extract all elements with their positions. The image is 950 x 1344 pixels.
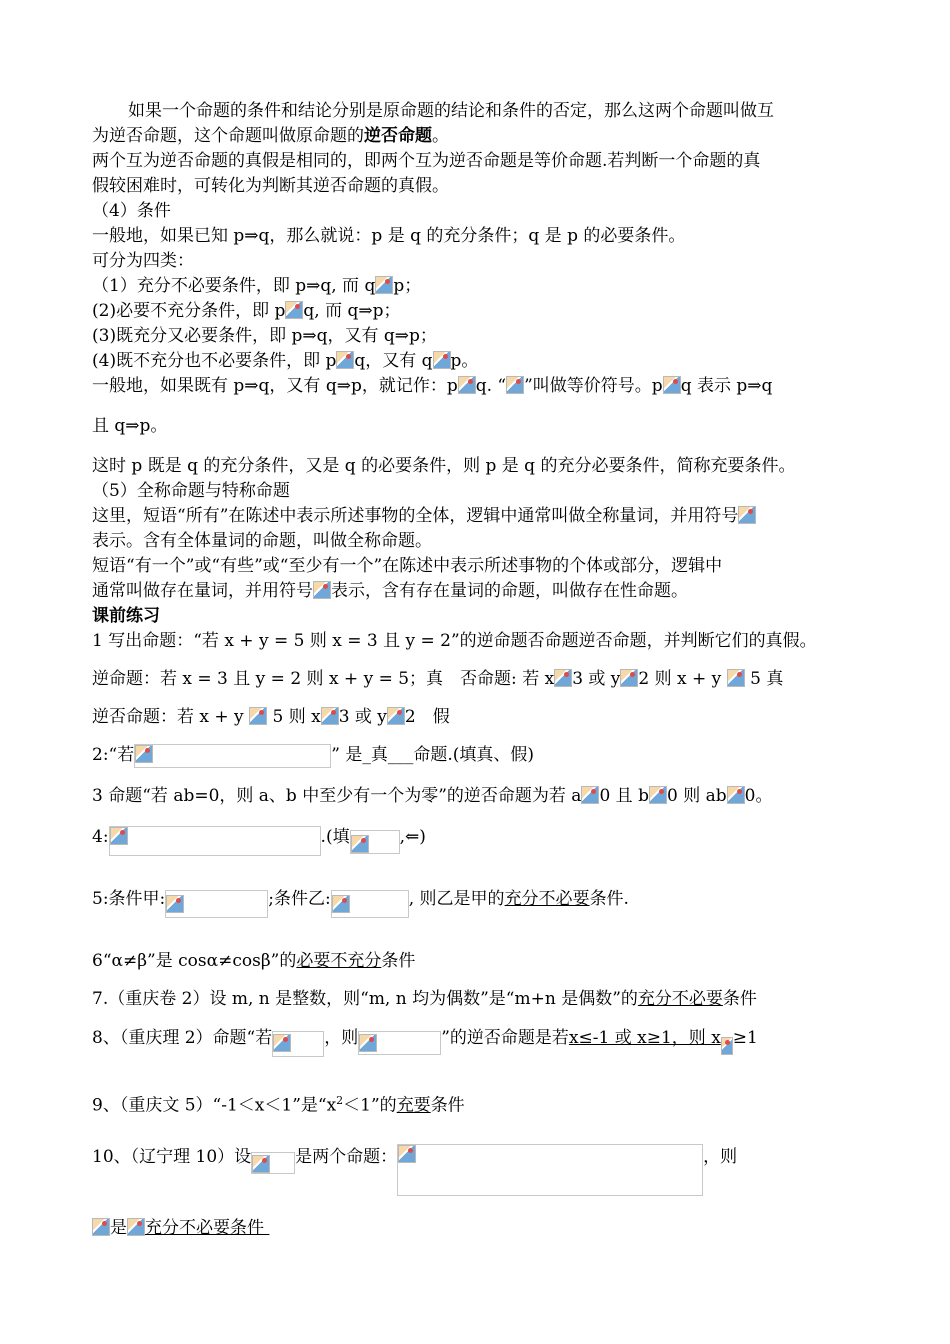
question-10: [92, 1144, 737, 1196]
q1-contra-b: 5 则 x: [272, 707, 321, 727]
question-1-contrapositive: [92, 706, 450, 728]
cond-case2-tail: q, 而 q⇒p；: [303, 301, 401, 321]
q5-answer: 充分不必要: [504, 889, 590, 909]
formula-image-icon: [554, 669, 572, 687]
question-5: [92, 888, 629, 918]
q10-text-d: 是: [110, 1218, 127, 1238]
formula-image-icon: [581, 786, 599, 804]
para1-line3: 两个互为逆否命题的真假是相同的，即两个互为逆否命题是等价命题.若判断一个命题的真: [92, 151, 761, 171]
formula-image-frame: [397, 1144, 703, 1196]
section-4-heading: （4）条件: [92, 201, 171, 221]
q7-text-c: 条件: [722, 989, 757, 1009]
formula-image-frame: [331, 890, 409, 918]
exercise-heading: 课前练习: [92, 606, 160, 626]
para1-line1: 如果一个命题的条件和结论分别是原命题的结论和条件的否定，那么这两个命题叫做互: [128, 101, 774, 121]
para1-line2-text: 为逆否命题，这个命题叫做原命题的: [92, 126, 364, 146]
formula-image-frame: [251, 1152, 295, 1174]
q8-text-b: ，则: [324, 1028, 359, 1048]
formula-image-icon: [351, 835, 369, 853]
q9-superscript: 2: [336, 1094, 344, 1107]
formula-image-icon: [359, 1034, 377, 1052]
formula-image-icon: [387, 707, 405, 725]
para1-line4: 假较困难时，可转化为判断其逆否命题的真假。: [92, 176, 449, 196]
q1-contra-d: 2 假: [404, 707, 450, 727]
question-2: [92, 744, 534, 768]
formula-image-frame: [350, 830, 400, 854]
formula-image-icon: [249, 707, 267, 725]
cond-line1: 一般地，如果已知 p⇒q，那么就说：p 是 q 的充分条件；q 是 p 的必要条件。: [92, 226, 686, 246]
equiv-text-c: ”叫做等价符号。p: [524, 376, 663, 396]
q2-text-b: ” 是_真___命题.(填真、假): [331, 745, 534, 765]
q3-text-d: 0。: [744, 786, 773, 806]
q9-text-e: 条件: [430, 1095, 465, 1116]
q3-text-a: 3 命题“若 ab=0，则 a、b 中至少有一个为零”的逆否命题为若 a: [92, 786, 582, 806]
q7-answer: 充分不必要: [637, 989, 723, 1009]
formula-image-frame: [134, 744, 331, 768]
q9-text-c: ＜1”的: [343, 1095, 397, 1116]
q6-text-c: 条件: [381, 951, 416, 971]
q8-answer: x≤-1 或 x≥1，则 x: [568, 1028, 721, 1048]
formula-image-frame: [358, 1031, 441, 1055]
formula-image-icon: [336, 351, 354, 369]
equiv-line2: 且 q⇒p。: [92, 416, 168, 436]
q8-text-e: ≥1: [732, 1028, 758, 1048]
quant-line2: 表示。含有全体量词的命题，叫做全称命题。: [92, 531, 432, 551]
q1-inverse-text: 否命题: 若 x: [460, 669, 555, 689]
q10-text-a: 10、（辽宁理 10）设: [92, 1147, 252, 1167]
quant-line4: [92, 580, 688, 602]
formula-image-icon: [135, 745, 153, 763]
formula-image-icon: [321, 707, 339, 725]
cond-case4: [92, 350, 478, 372]
cond-case4-mid: q，又有 q: [354, 351, 433, 371]
formula-image-icon: [375, 276, 393, 294]
formula-image-icon: [433, 351, 451, 369]
q8-text-c: ”的逆否命题是若: [441, 1028, 569, 1048]
quant-line1-text: 这里，短语“所有”在陈述中表示所述事物的全体，逻辑中通常叫做全称量词，并用符号: [92, 506, 739, 526]
formula-image-frame: [165, 890, 268, 918]
formula-image-icon: [332, 895, 350, 913]
cond-case2: [92, 300, 400, 322]
formula-image-icon: [727, 669, 745, 687]
quant-line4-text: 通常叫做存在量词，并用符号: [92, 581, 313, 601]
q8-text-a: 8、（重庆理 2）命题“若: [92, 1028, 273, 1048]
q5-text-e: 条件.: [589, 889, 629, 909]
formula-image-icon: [398, 1145, 416, 1163]
q3-text-b: 0 且 b: [599, 786, 649, 806]
equiv-text-d: q 表示 p⇒q: [680, 376, 773, 396]
question-3: [92, 785, 772, 807]
question-4: [92, 826, 426, 856]
formula-image-icon: [458, 376, 476, 394]
equiv-text-a: 一般地，如果既有 p⇒q，又有 q⇒p，就记作：p: [92, 376, 458, 396]
cond-case4-tail: p。: [450, 351, 479, 371]
equiv-line1: [92, 375, 772, 397]
cond-case3: (3)既充分又必要条件，即 p⇒q，又有 q⇒p；: [92, 326, 437, 346]
formula-image-icon: [721, 1037, 733, 1055]
cond-case4-text: (4)既不充分也不必要条件，即 p: [92, 351, 337, 371]
formula-image-icon: [620, 669, 638, 687]
formula-image-icon: [252, 1155, 270, 1173]
question-1-converse: [92, 668, 783, 690]
q10-answer: 充分不必要条件: [145, 1218, 264, 1238]
quant-line3: 短语“有一个”或“有些”或“至少有一个”在陈述中表示所述事物的个体或部分，逻辑中: [92, 556, 723, 576]
question-7: [92, 988, 757, 1010]
q6-answer: 必要不充分: [296, 951, 382, 971]
cond-case1-tail: p；: [393, 276, 422, 296]
q9-answer: 充要: [396, 1095, 431, 1116]
question-1: 1 写出命题：“若 x + y = 5 则 x = 3 且 y = 2”的逆命题否命题逆否命题，并判断它们的真假。: [92, 631, 817, 651]
q1-contra-c: 3 或 y: [338, 707, 387, 727]
cond-case1-text: （1）充分不必要条件，即 p⇒q, 而 q: [92, 276, 376, 296]
quant-line1: [92, 505, 756, 527]
q1-inverse-b: 3 或 y: [572, 669, 621, 689]
q4-text-c: ,⇐): [399, 827, 426, 847]
q9-text-a: 9、（重庆文 5）“-1＜x＜1”是“x: [92, 1095, 337, 1116]
q5-text-c: , 则乙是甲的: [408, 889, 505, 909]
quant-line4-tail: 表示，含有存在量词的命题，叫做存在性命题。: [331, 581, 688, 601]
question-10-answer: [92, 1217, 269, 1239]
q1-inverse-c: 2 则 x + y: [638, 669, 722, 689]
cond-line2: 可分为四类：: [92, 251, 194, 271]
q3-text-c: 0 则 ab: [666, 786, 727, 806]
formula-image-icon: [649, 786, 667, 804]
cond-case2-text: (2)必要不充分条件，即 p: [92, 301, 286, 321]
formula-image-icon: [110, 827, 128, 845]
period: 。: [432, 126, 449, 146]
q1-contra-text: 逆否命题：若 x + y: [92, 707, 244, 727]
q5-text-b: ;条件乙:: [268, 889, 331, 909]
question-8: [92, 1027, 758, 1057]
term-contrapositive: 逆否命题: [364, 126, 432, 146]
formula-image-frame: [109, 826, 321, 856]
q4-text-b: .(填: [320, 827, 350, 847]
formula-image-icon: [285, 301, 303, 319]
q7-text-a: 7.（重庆卷 2）设 m, n 是整数，则“m, n 均为偶数”是“m+n 是偶数”的: [92, 989, 638, 1009]
q1-converse-text: 逆命题：若 x = 3 且 y = 2 则 x + y = 5；真: [92, 669, 444, 689]
formula-image-frame: [272, 1031, 324, 1057]
formula-image-icon: [506, 376, 524, 394]
formula-image-icon: [313, 581, 331, 599]
equiv-text-b: q. “: [475, 376, 507, 396]
q6-text-a: 6“α≠β”是 cosα≠cosβ”的: [92, 951, 297, 971]
formula-image-icon: [663, 376, 681, 394]
q4-text-a: 4:: [92, 827, 109, 847]
para1-line2: [92, 125, 449, 147]
formula-image-icon: [273, 1034, 291, 1052]
formula-image-icon: [127, 1218, 145, 1236]
formula-image-icon: [92, 1218, 110, 1236]
q10-text-c: ，则: [703, 1147, 738, 1167]
q2-text-a: 2:“若: [92, 745, 135, 765]
question-6: [92, 950, 415, 972]
q10-text-b: 是两个命题：: [295, 1147, 398, 1167]
formula-image-icon: [727, 786, 745, 804]
q1-inverse-d: 5 真: [750, 669, 784, 689]
formula-image-icon: [166, 895, 184, 913]
formula-image-icon: [738, 506, 756, 524]
equiv-line3: 这时 p 既是 q 的充分条件，又是 q 的必要条件，则 p 是 q 的充分必要条件，简称充要条件。: [92, 456, 796, 476]
q5-text-a: 5:条件甲:: [92, 889, 166, 909]
question-9: [92, 1090, 465, 1117]
cond-case1: [92, 275, 421, 297]
section-5-heading: （5）全称命题与特称命题: [92, 481, 290, 501]
